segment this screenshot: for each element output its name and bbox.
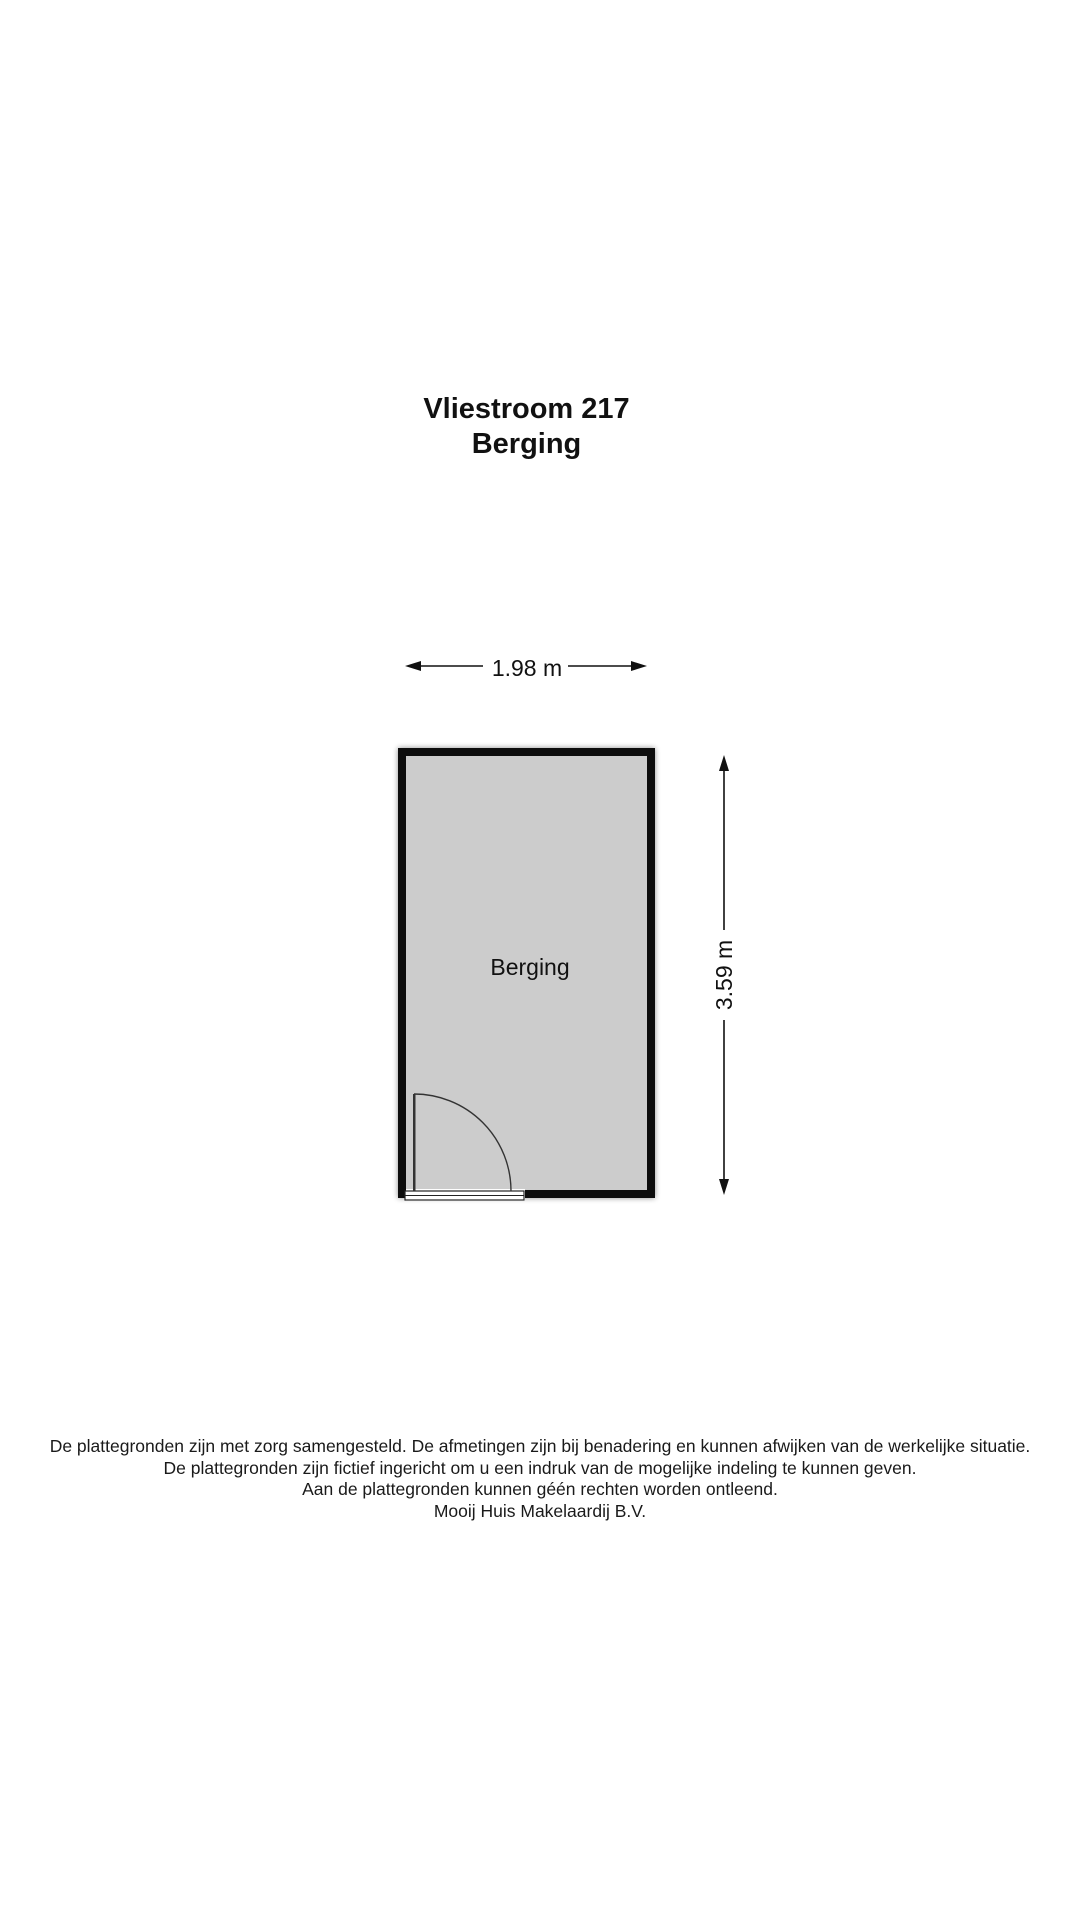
disclaimer-line: De plattegronden zijn fictief ingericht om u een indruk van de mogelijke indeling te kunnen geven. — [163, 1457, 917, 1478]
disclaimer-line: De plattegronden zijn met zorg samengesteld. De afmetingen zijn bij benadering en kunnen afwijken van de werkelijke situatie. — [49, 1436, 1031, 1456]
width-dimension-label: 1.98 m — [491, 655, 563, 681]
depth-dimension — [711, 755, 737, 1195]
width-dimension — [405, 655, 647, 681]
width-arrow-left — [405, 661, 421, 671]
depth-arrow-top — [719, 755, 729, 771]
address-title: Vliestroom 217 — [423, 393, 630, 425]
width-arrow-right — [631, 661, 647, 671]
depth-arrow-bottom — [719, 1179, 729, 1195]
disclaimer-line: Aan de plattegronden kunnen géén rechten worden ontleend. — [302, 1479, 778, 1499]
depth-dimension-label: 3.59 m — [711, 939, 737, 1011]
door-leaf — [413, 1094, 416, 1191]
floor-title: Berging — [471, 428, 582, 460]
company-name: Mooij Huis Makelaardij B.V. — [433, 1500, 647, 1521]
disclaimer — [0, 1436, 1080, 1522]
room-label: Berging — [490, 954, 570, 980]
